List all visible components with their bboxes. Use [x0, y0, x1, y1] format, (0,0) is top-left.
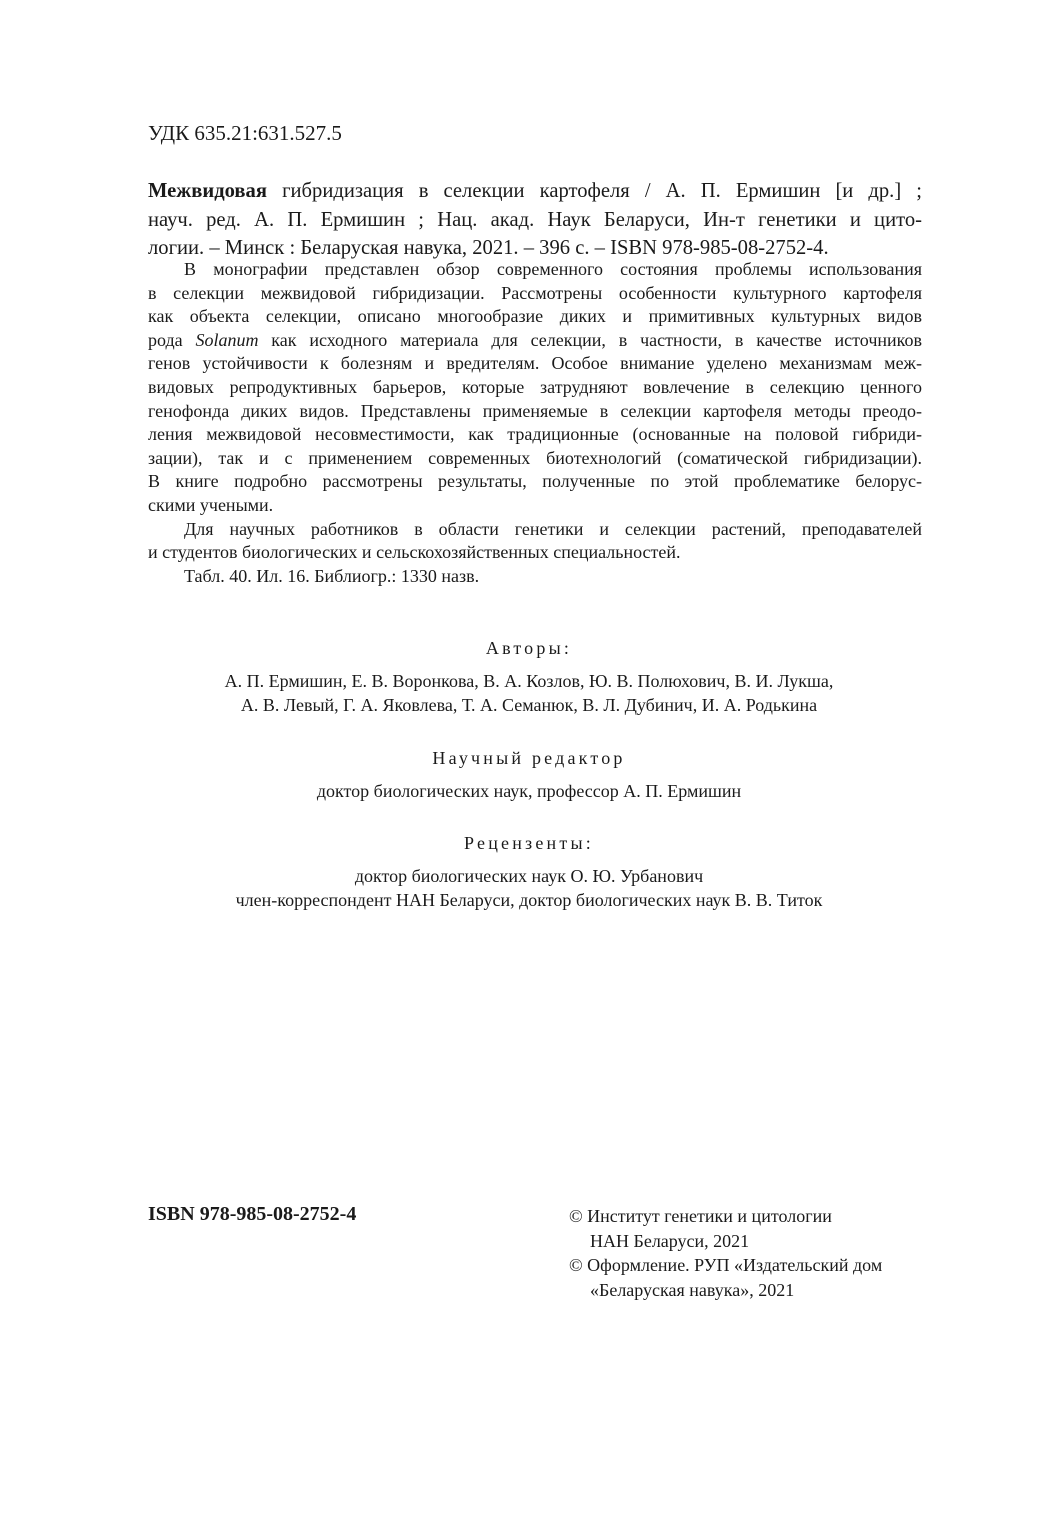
copyright-line: НАН Беларуси, 2021 — [590, 1230, 750, 1251]
abstract-text: рода — [148, 329, 196, 350]
abstract-line — [148, 329, 922, 353]
reviewer-line-2: член-корреспондент НАН Беларуси, доктор биологических наук В. В. Титок — [235, 890, 823, 910]
bibliographic-record — [148, 177, 922, 263]
bib-line-1 — [148, 177, 922, 206]
copyright-block — [569, 1204, 929, 1302]
bib-title-rest: гибридизация в селекции картофеля / А. П. Ермишин [и др.] ; — [267, 180, 922, 202]
reviewer-line-1: доктор биологических наук О. Ю. Урбанович — [354, 866, 704, 886]
abstract-text: как исходного материала для селекции, в частности, в качестве источников — [258, 329, 922, 350]
isbn-number: ISBN 978-985-08-2752-4 — [148, 1203, 357, 1225]
audience-line: Для научных работников в области генетики и селекции растений, преподавателей — [184, 518, 922, 539]
abstract-line: видовых репродуктивных барьеров, которые затрудняют вовлечение в селекцию ценного — [148, 376, 922, 397]
abstract-line: скими учеными. — [148, 494, 274, 515]
abstract-line: генофонда диких видов. Представлены применяемые в селекции картофеля методы преодо- — [148, 400, 922, 421]
audience-line: и студентов биологических и сельскохозяйственных специальностей. — [148, 542, 681, 563]
copyright-line: © Оформление. РУП «Издательский дом — [569, 1255, 883, 1275]
authors-line-1: А. П. Ермишин, Е. В. Воронкова, В. А. Козлов, Ю. В. Полюхович, В. И. Лукша, — [224, 671, 834, 691]
stats-line: Табл. 40. Ил. 16. Библиогр.: 1330 назв. — [184, 565, 480, 586]
abstract-line: генов устойчивости к болезням и вредителям. Особое внимание уделено механизмам меж- — [148, 353, 922, 374]
authors-heading: Авторы: — [485, 638, 573, 658]
abstract-line: как объекта селекции, описано многообразие диких и примитивных культурных видов — [148, 306, 922, 327]
abstract-line: зации), так и с применением современных биотехнологий (соматической гибридизации). — [148, 447, 922, 468]
abstract-line: ления межвидовой несовместимости, как традиционные (основанные на половой гибриди- — [148, 424, 922, 445]
udk-code: УДК 635.21:631.527.5 — [148, 121, 342, 145]
abstract-line: В книге подробно рассмотрены результаты, полученные по этой проблематике белорус- — [148, 471, 922, 492]
abstract-line: в селекции межвидовой гибридизации. Рассмотрены особенности культурного картофеля — [148, 282, 922, 303]
abstract-line: В монографии представлен обзор современного состояния проблемы использования — [184, 259, 922, 279]
editor-heading: Научный редактор — [432, 748, 626, 768]
bib-line-2: науч. ред. А. П. Ермишин ; Нац. акад. Наук Беларуси, Ин-т генетики и цито- — [148, 208, 922, 231]
reviewers-heading: Рецензенты: — [464, 833, 594, 853]
authors-line-2: А. В. Левый, Г. А. Яковлева, Т. А. Семанюк, В. Л. Дубинич, И. А. Родькина — [240, 695, 818, 715]
copyright-line: «Беларуская навука», 2021 — [590, 1279, 795, 1300]
editor-line: доктор биологических наук, профессор А. П. Ермишин — [316, 781, 742, 801]
abstract — [148, 258, 922, 588]
genus-name: Solanum — [195, 329, 259, 350]
copyright-line: © Институт генетики и цитологии — [569, 1206, 832, 1226]
bib-title-bold: Межвидовая — [148, 180, 267, 202]
bib-line-3: логии. – Минск : Беларуская навука, 2021. – 396 с. – ISBN 978-985-08-2752-4. — [148, 237, 829, 259]
